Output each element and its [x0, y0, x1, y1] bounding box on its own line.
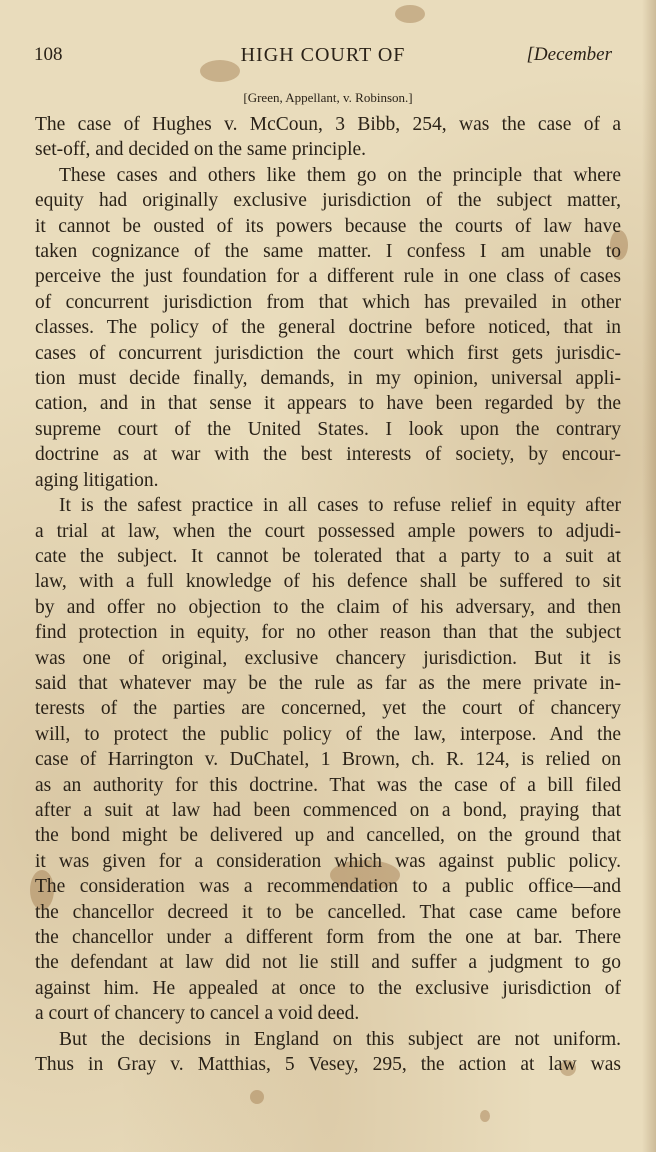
text-line: the defendant at law did not lie still and suffer a judgment to go: [35, 952, 621, 974]
text-line: terests of the parties are concerned, yet the court of chancery: [35, 698, 621, 720]
text-line: cate the subject. It cannot be tolerated that a party to a suit at: [35, 545, 621, 567]
page-edge-shadow: [642, 0, 656, 1152]
page-number: 108: [34, 44, 63, 65]
text-line: cases of concurrent jurisdiction the court which first gets jurisdic-: [35, 342, 621, 364]
text-line: the chancellor under a different form from the one at bar. There: [35, 927, 621, 948]
text-line: But the decisions in England on this subject are not uniform.: [59, 1028, 621, 1050]
paragraph: [35, 163, 621, 468]
text-line: It is the safest practice in all cases to refuse relief in equity after: [59, 495, 621, 517]
paragraph: [35, 468, 621, 493]
text-line: it cannot be ousted of its powers because the courts of law have: [35, 215, 621, 237]
text-line: tion must decide finally, demands, in my opinion, universal appli-: [35, 368, 621, 390]
paragraph: [35, 493, 621, 1001]
text-line: the chancellor decreed it to be cancelled. That case came before: [35, 901, 621, 923]
case-caption: [Green, Appellant, v. Robinson.]: [243, 90, 413, 105]
foxing-spot: [395, 5, 425, 23]
text-line: against him. He appealed at once to the exclusive jurisdiction of: [35, 977, 621, 999]
paragraph: [35, 1001, 621, 1026]
text-line: the bond might be delivered up and cancelled, on the ground that: [35, 825, 621, 847]
foxing-spot: [250, 1090, 264, 1104]
running-header: [34, 44, 612, 74]
text-line: supreme court of the United States. I look upon the contrary: [35, 418, 621, 440]
text-line: it was given for a consideration which was against public policy.: [35, 850, 621, 872]
text-line: of concurrent jurisdiction from that which has prevailed in other: [35, 291, 621, 313]
text-line: equity had originally exclusive jurisdiction of the subject matter,: [35, 190, 621, 212]
text-line: Thus in Gray v. Matthias, 5 Vesey, 295, the action at law was: [35, 1054, 621, 1076]
running-date: [December: [526, 44, 612, 65]
text-line: said that whatever may be the rule as far as the mere private in-: [35, 672, 621, 694]
text-line: cation, and in that sense it appears to have been regarded by the: [35, 393, 621, 415]
text-line: by and offer no objection to the claim of his adversary, and then: [35, 596, 621, 618]
text-line: perceive the just foundation for a different rule in one class of cases: [35, 266, 621, 288]
text-line: classes. The policy of the general doctrine before noticed, that in: [35, 317, 621, 339]
text-line: law, with a full knowledge of his defence shall be suffered to sit: [35, 571, 621, 593]
body-text: [35, 112, 621, 1077]
text-line: taken cognizance of the same matter. I confess I am unable to: [35, 241, 621, 263]
text-line: case of Harrington v. DuChatel, 1 Brown, ch. R. 124, is relied on: [35, 749, 621, 771]
text-line: find protection in equity, for no other reason than that the subject: [35, 622, 621, 644]
text-line: after a suit at law had been commenced on a bond, praying that: [35, 799, 621, 821]
text-line: The consideration was a recommendation to a public office—and: [35, 876, 621, 898]
text-line: set-off, and decided on the same principle.: [35, 139, 367, 161]
paragraph: [35, 137, 621, 162]
text-line: as an authority for this doctrine. That was the case of a bill filed: [35, 774, 621, 796]
text-line: The case of Hughes v. McCoun, 3 Bibb, 254, was the case of a: [35, 114, 621, 135]
text-line: a court of chancery to cancel a void deed.: [35, 1003, 360, 1025]
text-line: doctrine as at war with the best interests of society, by encour-: [35, 444, 621, 466]
paragraph: [35, 1027, 621, 1078]
foxing-spot: [480, 1110, 490, 1122]
paragraph: [35, 112, 621, 137]
text-line: was one of original, exclusive chancery jurisdiction. But it is: [35, 647, 621, 669]
text-line: a trial at law, when the court possessed ample powers to adjudi-: [35, 520, 621, 542]
running-title: HIGH COURT OF: [240, 44, 406, 66]
text-line: will, to protect the public policy of the law, interpose. And the: [35, 723, 621, 745]
text-line: These cases and others like them go on the principle that where: [59, 164, 621, 186]
text-line: aging litigation.: [35, 469, 159, 491]
